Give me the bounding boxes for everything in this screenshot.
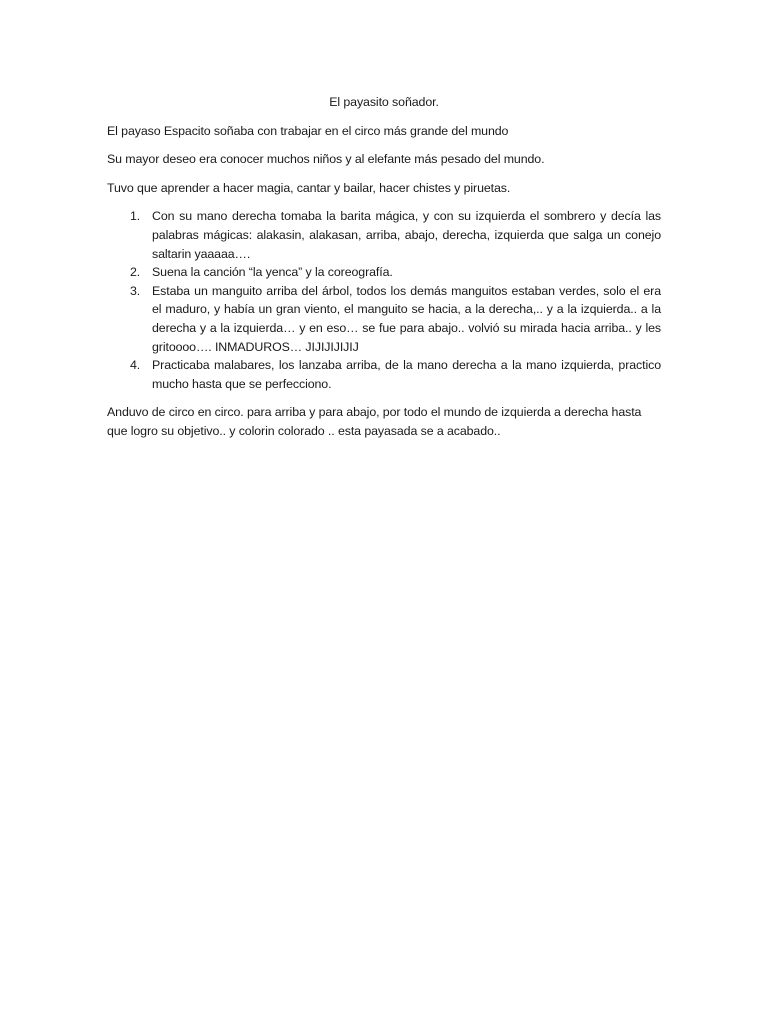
list-item-text: Estaba un manguito arriba del árbol, todos los demás manguitos estaban verdes, solo el era el maduro, y había un gran viento, el manguito se hacia, a la derecha,.. y a la izquierda.. a la derecha y a la izquierda… y en eso… se fue para abajo.. volvió su mirada hacia arriba.. y les gritoooo…. INMADUROS… JIJIJIJIJIJ (152, 283, 661, 354)
list-item-number: 2. (130, 265, 141, 280)
list-item-text: Suena la canción “la yenca” y la coreografía. (152, 265, 393, 280)
list-item (107, 207, 661, 263)
paragraph-3: Tuvo que aprender a hacer magia, cantar y bailar, hacer chistes y piruetas. (107, 180, 511, 195)
list-item-number: 1. (130, 209, 141, 224)
list-item-text: Practicaba malabares, los lanzaba arriba, de la mano derecha a la mano izquierda, practico mucho hasta que se perfecciono. (152, 358, 661, 391)
paragraph-1: El payaso Espacito soñaba con trabajar en el circo más grande del mundo (107, 123, 509, 138)
list-item-number: 3. (130, 283, 141, 298)
list-item (107, 263, 661, 282)
list-item (107, 356, 661, 393)
list-item (107, 282, 661, 356)
closing-paragraph: Anduvo de circo en circo. para arriba y para abajo, por todo el mundo de izquierda a derecha hasta que logro su objetivo.. y colorin colorado .. esta payasada se a acabado.. (107, 405, 642, 438)
document-title: El payasito soñador. (329, 95, 439, 109)
document-body (107, 93, 661, 441)
paragraph-2: Su mayor deseo era conocer muchos niños y al elefante más pesado del mundo. (107, 152, 545, 167)
numbered-list (107, 207, 661, 393)
list-item-number: 4. (130, 358, 141, 373)
list-item-text: Con su mano derecha tomaba la barita mágica, y con su izquierda el sombrero y decía las palabras mágicas: alakasin, alakasan, arriba, abajo, derecha, izquierda que salga un conejo saltarin yaaaaa…. (152, 209, 661, 261)
